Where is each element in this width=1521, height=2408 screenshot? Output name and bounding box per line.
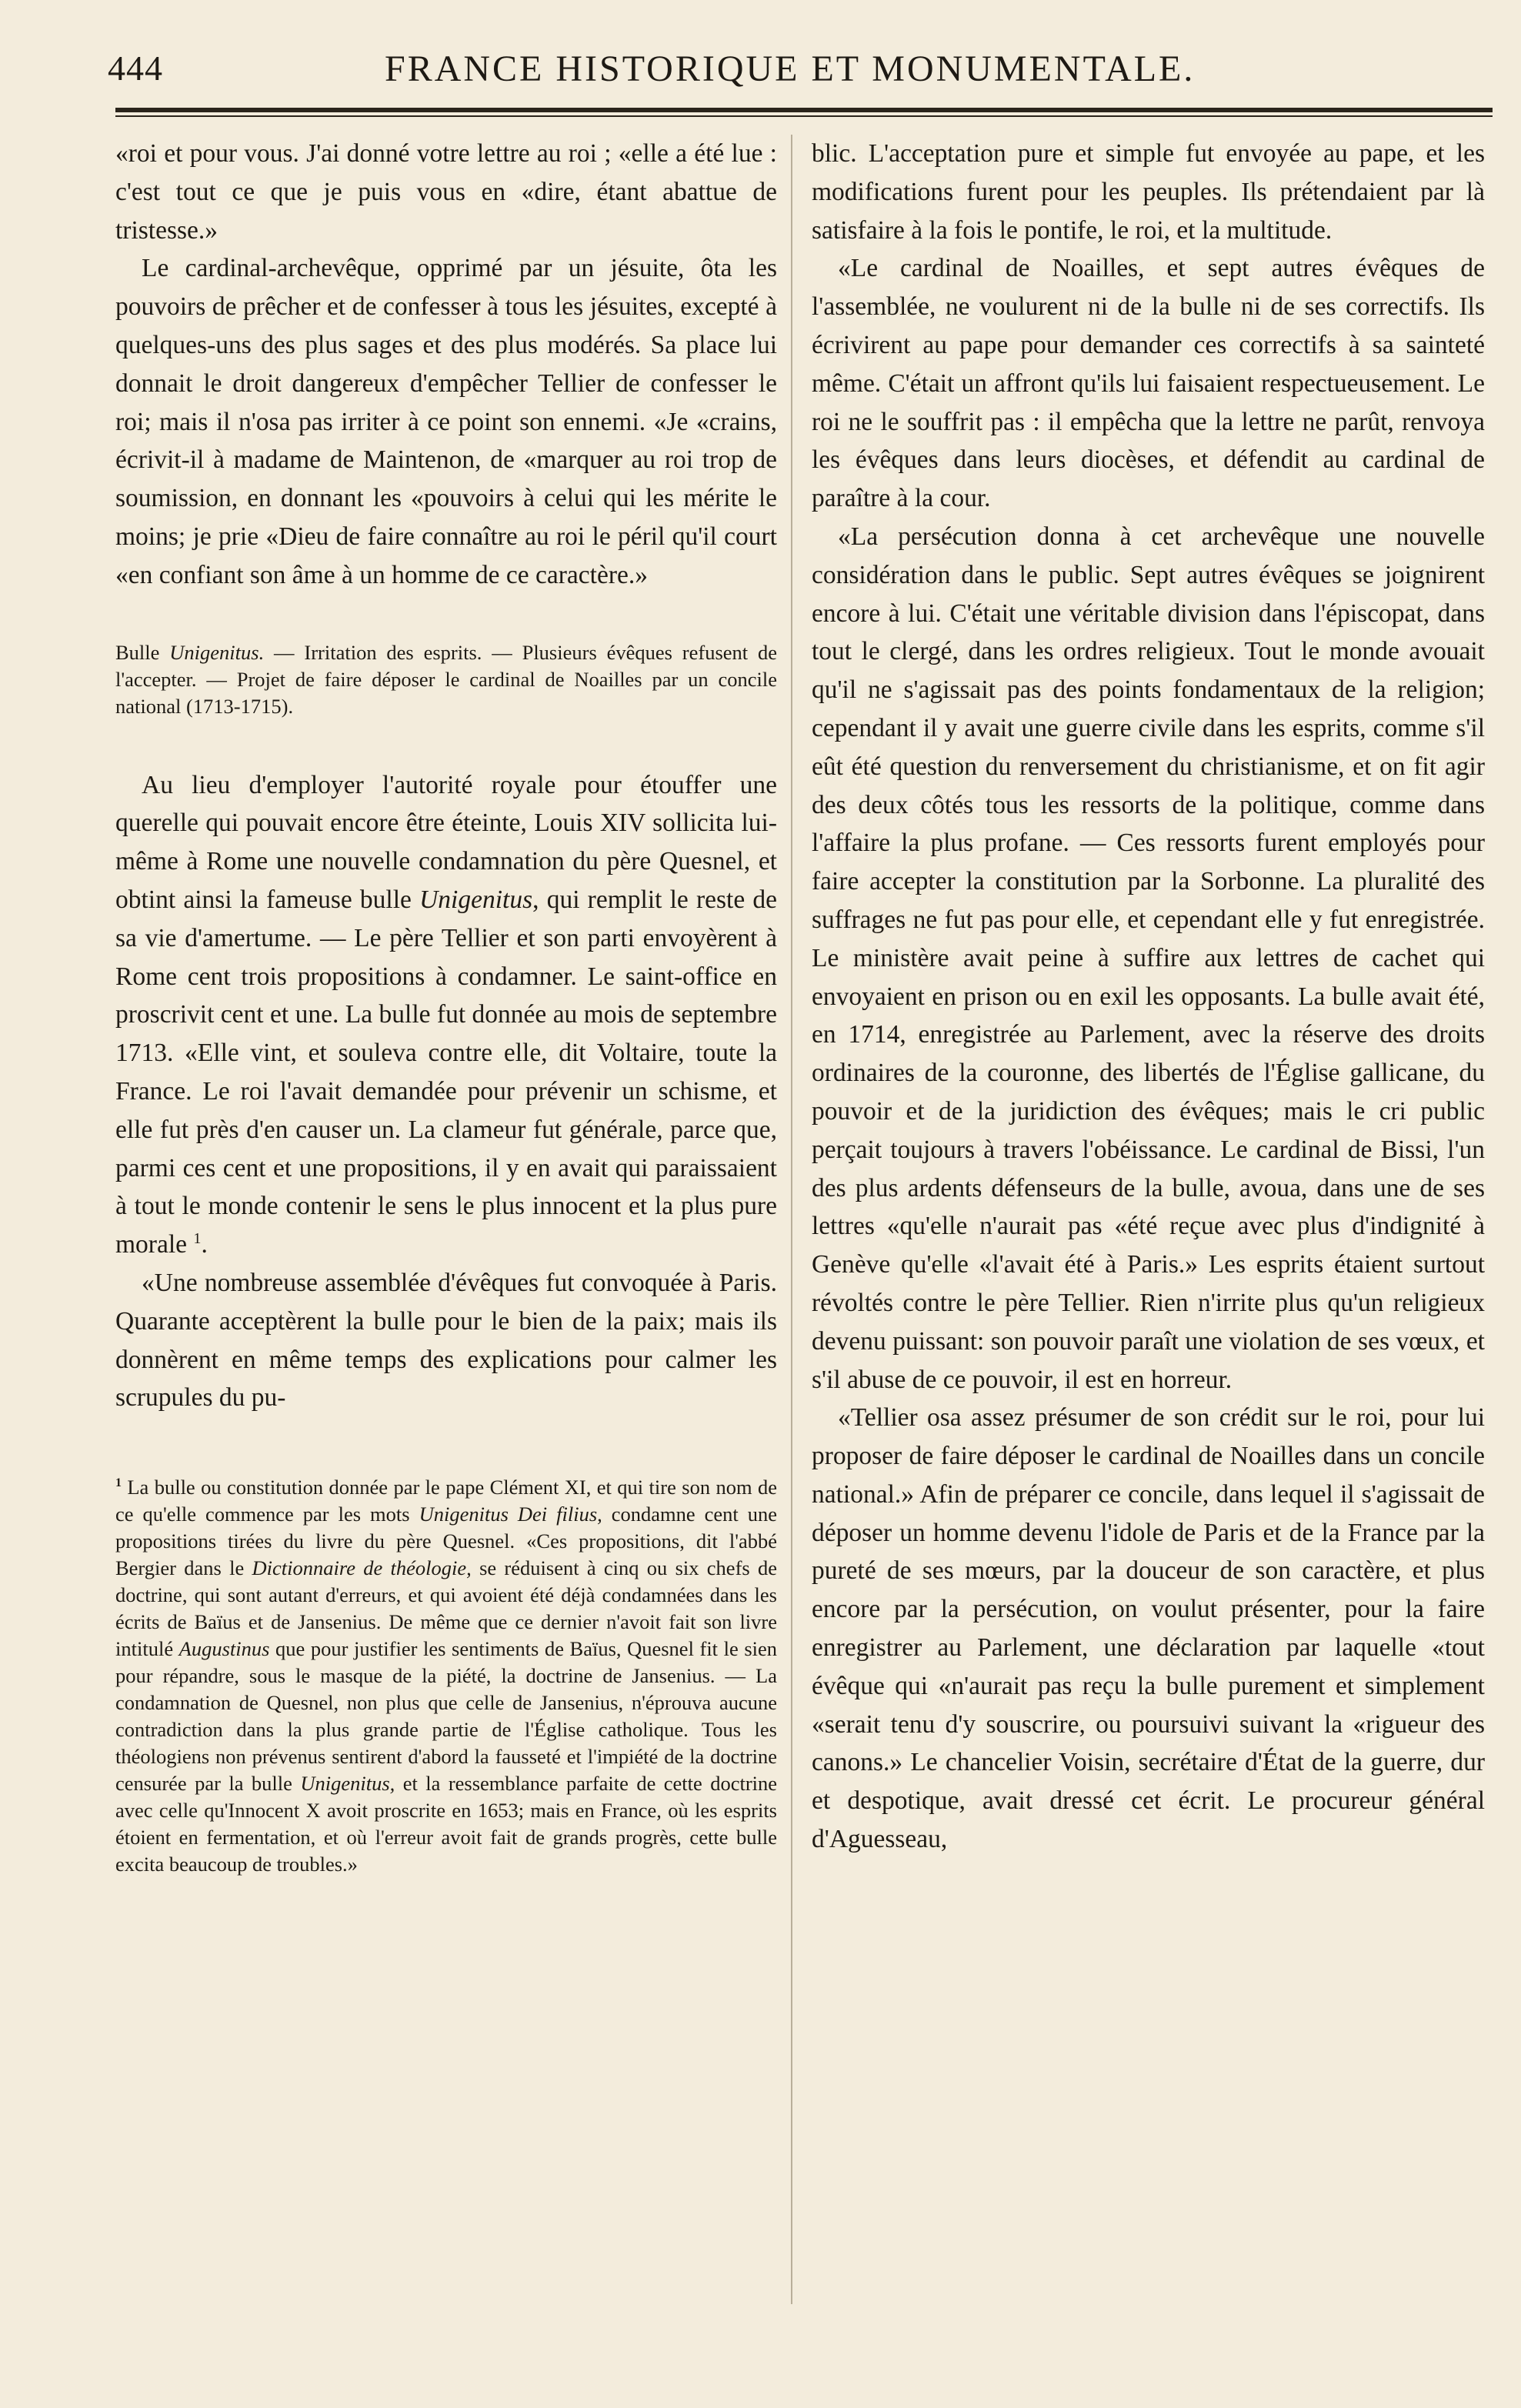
- footnote-text: condamne cent une propositions tirées du livre du père Quesnel. «Ces propositions, dit l'abbé Bergier dans le: [115, 1502, 778, 1580]
- summary-text: — Irritation des esprits. — Plusieurs évêques refusent de l'accepter. — Projet de faire déposer le cardinal de Noailles par un concile national (1713-1715).: [115, 640, 777, 718]
- footnote-text: La bulle ou constitution donnée par le pape Clément XI, et qui tire son nom de ce qu'elle commence par les mots: [115, 1476, 777, 1526]
- summary-label: Bulle: [115, 640, 160, 664]
- footnote-italic: Augustinus: [178, 1637, 270, 1661]
- footnote-italic: Dictionnaire de théologie,: [252, 1556, 472, 1580]
- paragraph-text: , qui remplit le reste de sa vie d'amertume. — Le père Tellier et son parti envoyèrent à Rome cent trois propositions à condamner. Le saint-office en proscrivit cent et une. La bulle fut donnée au mois de septembre 1713. «Elle vint, et souleva contre elle, dit Voltaire, toute la France. Le roi l'avait demandée pour prévenir un schisme, et elle fut près d'en causer un. La clameur fut générale, parce que, parmi ces cent et une propositions, il y en avait qui paraissaient à tout le monde contenir le sens le plus innocent et la plus pure morale: [115, 885, 777, 1259]
- paragraph: «Le cardinal de Noailles, et sept autres évêques de l'assemblée, ne voulurent ni de la bulle ni de ses correctifs. Ils écrivirent au pape pour demander ces correctifs à sa sainteté même. C'était un affront qu'ils lui faisaient respectueusement. Le roi ne le souffrit pas : il empêcha que la lettre ne parût, renvoya les évêques dans leurs diocèses, et défendit au cardinal de paraître à la cour.: [812, 254, 1485, 513]
- paragraph-text: Au lieu d'employer l'autorité royale pour étouffer une querelle qui pouvait encore être éteinte, Louis XIV sollicita lui-même à Rome une nouvelle condamnation du père Quesnel, et obtint ainsi la fameuse bulle: [115, 770, 777, 914]
- footnote-mark: 1: [115, 1476, 122, 1490]
- footnote-italic: Unigenitus,: [300, 1772, 395, 1796]
- footnote-text: que pour justifier les sentiments de Baïus, Quesnel fit le sien pour répandre, sous le masque de la piété, la doctrine de Jansenius. — La condamnation de Quesnel, non plus que celle de Jansenius, n'éprouva aucune contradiction dans la plus grande partie de l'Église catholique. Tous les théologiens non prévenus sentirent d'abord la fausseté et l'impiété de la doctrine censurée par la bulle: [115, 1637, 778, 1796]
- summary-italic: Unigenitus.: [169, 640, 265, 664]
- paragraph: «roi et pour vous. J'ai donné votre lettre au roi ; «elle a été lue : c'est tout ce que je puis vous en «dire, étant abattue de tristesse.»: [115, 139, 777, 245]
- footnote-text: se réduisent à cinq ou six chefs de doctrine, qui sont autant d'erreurs, et qui avoient été déjà condamnées dans les écrits de Baïus et de Jansenius. De même que ce dernier n'avoit fait son livre intitulé: [115, 1556, 777, 1661]
- footnote-italic: Unigenitus Dei filius,: [419, 1502, 602, 1526]
- paragraph: «La persécution donna à cet archevêque une nouvelle considération dans le public. Sept autres évêques se joignirent encore à lui. C'était une véritable division dans l'épiscopat, dans tout le clergé, dans les ordres religieux. Tout le monde avouait qu'il ne s'agissait pas des points fondamentaux de la religion; cependant il y avait une guerre civile dans les esprits, comme s'il eût été question du renversement du christianisme, et on fit agir des deux côtés tous les ressorts de la politique, comme dans l'affaire la plus profane. — Ces ressorts furent employés pour faire accepter la constitution par la Sorbonne. La pluralité des suffrages ne fut pas pour elle, et cependant elle y fut enregistrée. Le ministère avait peine à suffire aux lettres de cachet qui envoyaient en prison ou en exil les opposants. La bulle avait été, en 1714, enregistrée au Parlement, avec la réserve des droits ordinaires de la couronne, des libertés de l'Église gallicane, du pouvoir et de la juridiction des évêques; mais le cri public perçait toujours à travers l'obéissance. Le cardinal de Bissi, l'un des plus ardents défenseurs de la bulle, avoua, dans une de ses lettres «qu'elle n'aurait pas «été reçue avec plus d'indignité à Genève qu'elle «l'avait été à Paris.» Les esprits étaient surtout révoltés contre le père Tellier. Rien n'irrite plus qu'un religieux devenu puissant: son pouvoir paraît une violation de ses vœux, et s'il abuse de ce pouvoir, il est en horreur.: [812, 522, 1485, 1394]
- footnote: [115, 1474, 777, 1878]
- right-column: [812, 135, 1485, 1859]
- page-header: [108, 48, 1493, 102]
- footnote-text: et la ressemblance parfaite de cette doctrine avec celle qu'Innocent X avoit proscrite en 1653; mais en France, où les esprits étoient en fermentation, et où l'erreur avoit fait de grands progrès, cette bulle excita beaucoup de troubles.»: [115, 1772, 778, 1876]
- footnote-ref: 1: [193, 1229, 202, 1247]
- running-title: FRANCE HISTORIQUE ET MONUMENTALE.: [385, 48, 1196, 89]
- paragraph-italic: Unigenitus: [419, 885, 533, 914]
- section-summary: [115, 639, 777, 720]
- page-number: 444: [108, 48, 163, 88]
- paragraph-text: .: [201, 1230, 208, 1259]
- paragraph: [115, 766, 777, 1264]
- paragraph: blic. L'acceptation pure et simple fut envoyée au pape, et les modifications furent pour les peuples. Ils prétendaient par là satisfaire à la fois le pontife, le roi, et la multitude.: [812, 139, 1485, 245]
- header-rule-thin: [115, 115, 1493, 117]
- left-column: [115, 135, 777, 1878]
- header-rule: [115, 108, 1493, 112]
- paragraph: Le cardinal-archevêque, opprimé par un jésuite, ôta les pouvoirs de prêcher et de confesser à tous les jésuites, excepté à quelques-uns des plus sages et des plus modérés. Sa place lui donnait le droit dangereux d'empêcher Tellier de confesser le roi; mais il n'osa pas irriter à ce point son ennemi. «Je «crains, écrivit-il à madame de Maintenon, de «marquer au roi trop de soumission, en donnant les «pouvoirs à celui qui les mérite le moins; je prie «Dieu de faire connaître au roi le péril qu'il court «en confiant son âme à un homme de ce caractère.»: [115, 254, 777, 589]
- paragraph: «Tellier osa assez présumer de son crédit sur le roi, pour lui proposer de faire déposer le cardinal de Noailles dans un concile national.» Afin de préparer ce concile, dans lequel il s'agissait de déposer un homme devenu l'idole de Paris et de la France par la pureté de ses mœurs, par la douceur de son caractère, et plus encore par la persécution, on voulut présenter, pour la faire enregistrer au Parlement, une déclaration par laquelle «tout évêque qui «n'aurait pas reçu la bulle purement et simplement «serait tenu d'y souscrire, ou poursuivi suivant la «rigueur des canons.» Le chancelier Voisin, secrétaire d'État de la guerre, dur et despotique, avait dressé cet écrit. Le procureur général d'Aguesseau,: [812, 1403, 1485, 1854]
- paragraph: «Une nombreuse assemblée d'évêques fut convoquée à Paris. Quarante acceptèrent la bulle pour le bien de la paix; mais ils donnèrent en même temps des explications pour calmer les scrupules du pu-: [115, 1268, 777, 1412]
- column-divider: [791, 135, 792, 2304]
